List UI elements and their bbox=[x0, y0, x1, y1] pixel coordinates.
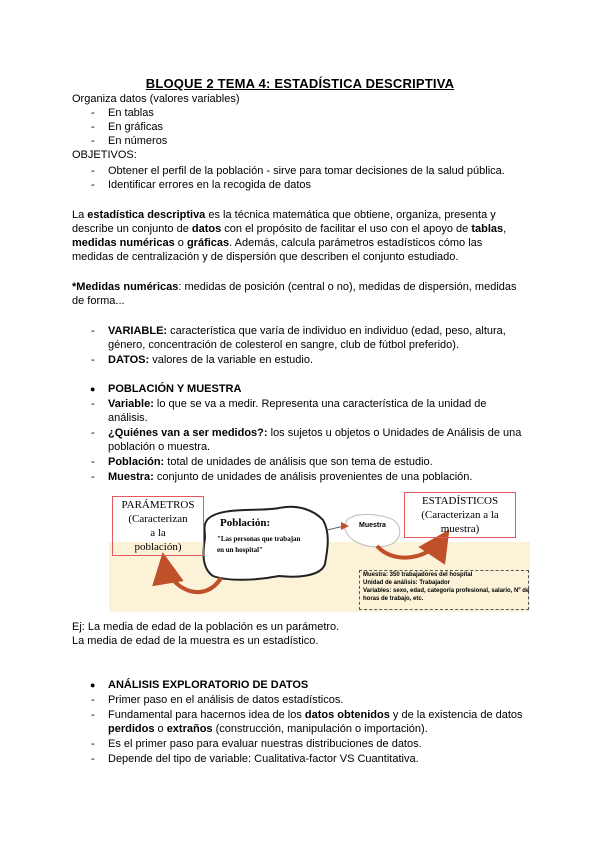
estadisticos-text: (Caracterizan a la bbox=[421, 509, 499, 521]
datos-line: DATOS: valores de la variable en estudio. bbox=[108, 354, 314, 366]
quote-line: "Las personas que trabajan bbox=[217, 535, 301, 543]
list-item: Depende del tipo de variable: Cualitativa-factor VS Cuantitativa. bbox=[108, 753, 419, 765]
poblacion-line: Población: total de unidades de análisis que son tema de estudio. bbox=[108, 456, 433, 468]
definition-line-3: medidas numéricas o gráficas. Además, calcula parámetros estadísticos cómo las bbox=[72, 237, 483, 249]
definition-line-1: La estadística descriptiva es la técnica matemática que obtiene, organiza, presenta y bbox=[72, 209, 496, 221]
list-dash: - bbox=[91, 427, 95, 439]
poblacion-variable-line-1: Variable: lo que se va a medir. Representa una característica de la unidad de bbox=[108, 398, 487, 410]
poblacion-variable-line-2: análisis. bbox=[108, 412, 148, 424]
definition-line-4: medidas de centralización y de dispersión que describen el conjunto estudiado. bbox=[72, 251, 459, 263]
list-item: Obtener el perfil de la población - sirve para tomar decisiones de la salud pública. bbox=[108, 165, 505, 177]
info-line: Unidad de análisis: Trabajador bbox=[363, 580, 451, 586]
list-dash: - bbox=[91, 165, 95, 177]
bullet-icon: ● bbox=[90, 680, 96, 690]
list-dash: - bbox=[91, 121, 95, 133]
list-dash: - bbox=[91, 738, 95, 750]
info-line: Variables: sexo, edad, categoría profesional, salario, Nº de bbox=[363, 588, 530, 594]
analisis-line-2b: perdidos o extraños (construcción, manipulación o importación). bbox=[108, 723, 428, 735]
medidas-line-2: de forma... bbox=[72, 295, 125, 307]
list-dash: - bbox=[91, 398, 95, 410]
parametros-text: población) bbox=[134, 541, 182, 553]
poblacion-muestra-figure bbox=[109, 490, 530, 612]
estadisticos-title: ESTADÍSTICOS bbox=[421, 495, 499, 507]
info-line: Muestra: 350 trabajadores del hospital bbox=[363, 572, 473, 578]
page-title: BLOQUE 2 TEMA 4: ESTADÍSTICA DESCRIPTIVA bbox=[145, 76, 455, 91]
list-dash: - bbox=[91, 709, 95, 721]
list-dash: - bbox=[91, 107, 95, 119]
objetivos-label: OBJETIVOS: bbox=[72, 149, 137, 161]
estadisticos-box bbox=[404, 492, 516, 538]
list-item: Identificar errores en la recogida de datos bbox=[108, 179, 312, 191]
list-item: Primer paso en el análisis de datos estadísticos. bbox=[108, 694, 344, 706]
variable-line-2: género, concentración de colesterol en sangre, club de fútbol preferido). bbox=[108, 339, 459, 351]
info-line: horas de trabajo, etc. bbox=[363, 596, 424, 602]
intro-line: Organiza datos (valores variables) bbox=[72, 93, 240, 105]
parametros-box bbox=[112, 496, 204, 556]
quienes-line-1: ¿Quiénes van a ser medidos?: los sujetos u objetos o Unidades de Análisis de una bbox=[108, 427, 522, 439]
list-dash: - bbox=[91, 456, 95, 468]
muestra-line: Muestra: conjunto de unidades de análisis provenientes de una población. bbox=[108, 471, 473, 483]
muestra-blob-label: Muestra bbox=[359, 522, 386, 529]
parametros-text: (Caracterizan bbox=[128, 513, 188, 525]
variable-line-1: VARIABLE: característica que varía de individuo en individuo (edad, peso, altura, bbox=[108, 325, 506, 337]
list-item: En números bbox=[108, 135, 168, 147]
list-dash: - bbox=[91, 694, 95, 706]
list-dash: - bbox=[91, 753, 95, 765]
ejemplo-line-2: La media de edad de la muestra es un estadístico. bbox=[72, 635, 319, 647]
poblacion-cloud-label: Población: bbox=[220, 517, 271, 529]
list-dash: - bbox=[91, 325, 95, 337]
section-heading: ANÁLISIS EXPLORATORIO DE DATOS bbox=[108, 679, 309, 691]
list-dash: - bbox=[91, 471, 95, 483]
medidas-line-1: *Medidas numéricas: medidas de posición (central o no), medidas de dispersión, medidas bbox=[72, 281, 517, 293]
list-dash: - bbox=[91, 354, 95, 366]
parametros-title: PARÁMETROS bbox=[121, 499, 195, 511]
poblacion-quote bbox=[217, 534, 317, 556]
bullet-icon: ● bbox=[90, 384, 96, 394]
parametros-text: a la bbox=[150, 527, 166, 539]
list-item: En tablas bbox=[108, 107, 154, 119]
quienes-line-2: población o muestra. bbox=[108, 441, 211, 453]
estadisticos-text: muestra) bbox=[440, 523, 480, 535]
list-item: Es el primer paso para evaluar nuestras distribuciones de datos. bbox=[108, 738, 422, 750]
list-dash: - bbox=[91, 135, 95, 147]
quote-line: en un hospital" bbox=[217, 546, 263, 554]
definition-line-2: describe un conjunto de datos con el propósito de facilitar el uso con el apoyo de tablas, bbox=[72, 223, 507, 235]
section-heading: POBLACIÓN Y MUESTRA bbox=[108, 383, 242, 395]
connector-arrow bbox=[327, 526, 347, 530]
list-dash: - bbox=[91, 179, 95, 191]
muestra-info-box bbox=[359, 570, 529, 610]
list-item: En gráficas bbox=[108, 121, 164, 133]
muestra-blob-shape bbox=[345, 515, 400, 547]
analisis-line-2a: Fundamental para hacernos idea de los datos obtenidos y de la existencia de datos bbox=[108, 709, 523, 721]
ejemplo-line-1: Ej: La media de edad de la población es un parámetro. bbox=[72, 621, 340, 633]
